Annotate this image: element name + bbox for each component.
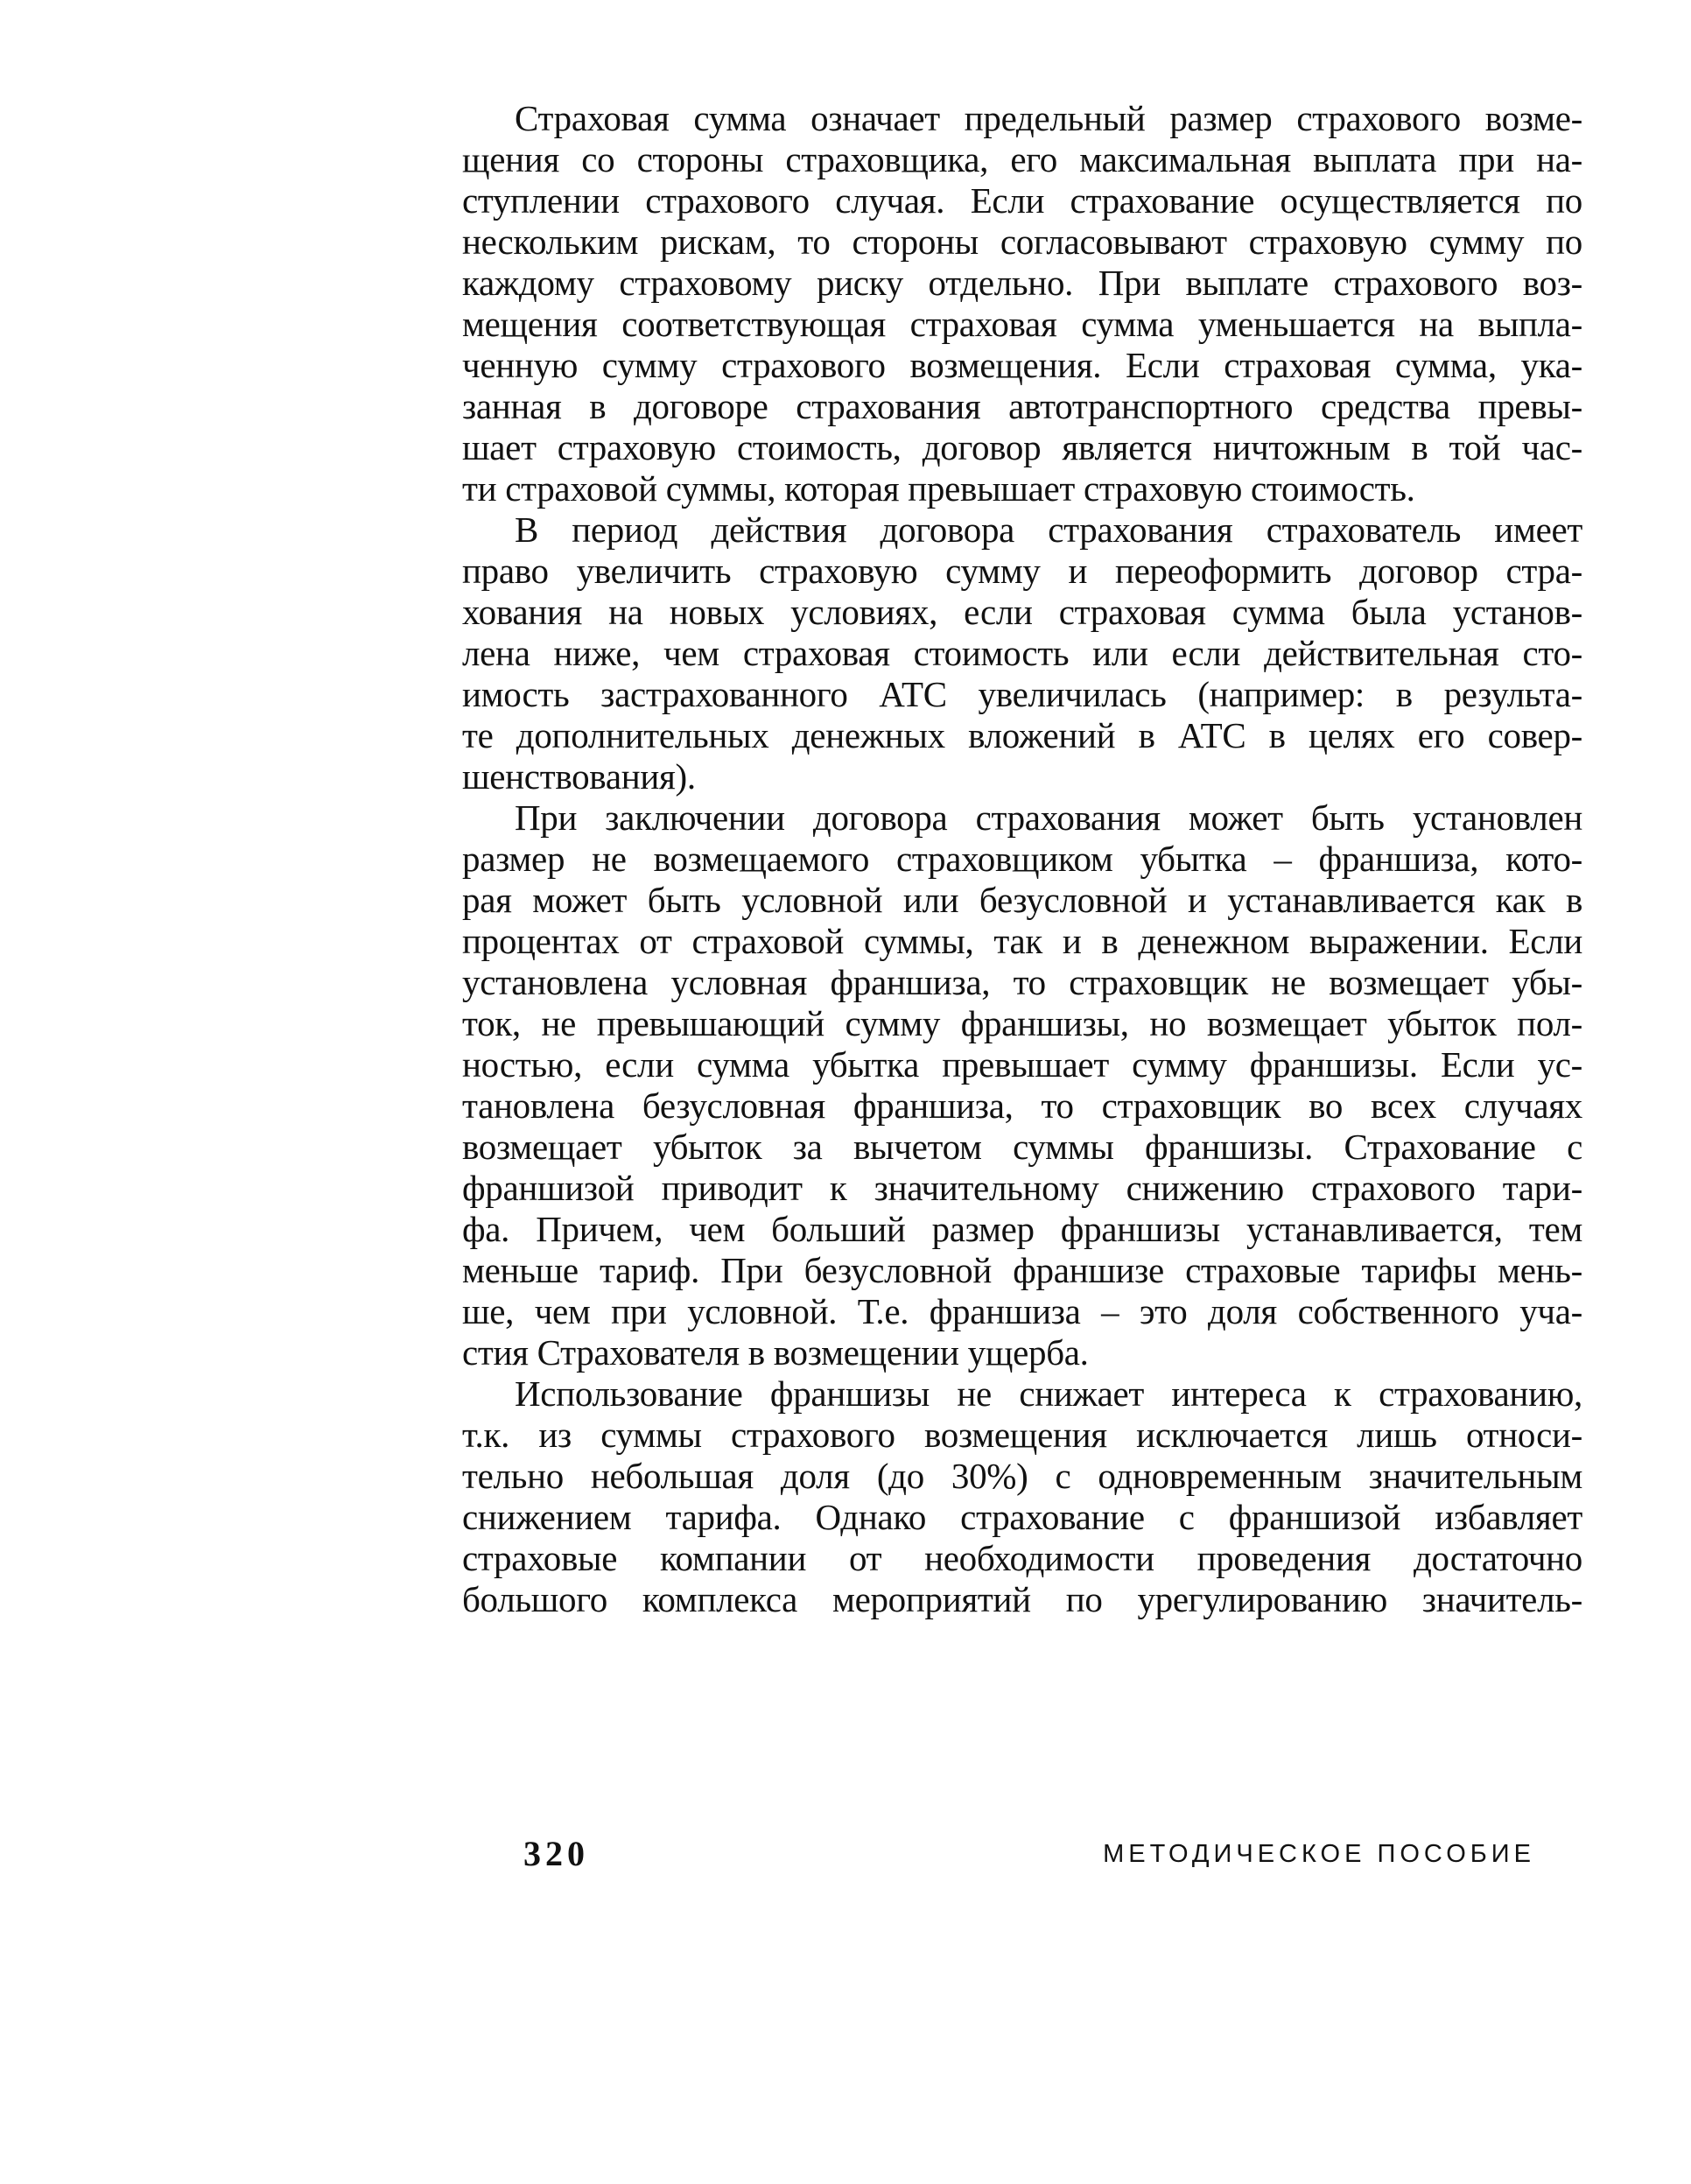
text-line: т.к. из суммы страхового возмещения исключается лишь относи- [462,1415,1582,1455]
text-line: ступлении страхового случая. Если страхование осуществляется по [462,180,1582,221]
text-line: В период действия договора страхования страхователь имеет [515,509,1582,550]
text-line: нескольким рискам, то стороны согласовывают страховую сумму по [462,221,1582,262]
text-line: возмещает убыток за вычетом суммы франшизы. Страхование с [462,1127,1582,1167]
text-line: меньше тариф. При безусловной франшизе страховые тарифы мень- [462,1250,1582,1290]
text-line: ченную сумму страхового возмещения. Если страховая сумма, ука- [462,345,1582,385]
text-line: шенствования). [462,756,696,797]
text-line: Использование франшизы не снижает интереса к страхованию, [515,1373,1582,1414]
text-line: рая может быть условной или безусловной и устанавливается как в [462,880,1582,920]
text-line: занная в договоре страхования автотранспортного средства превы- [462,386,1582,426]
body-text [462,98,1582,1620]
text-line: снижением тарифа. Однако страхование с франшизой избавляет [462,1497,1582,1537]
text-line: установлена условная франшиза, то страховщик не возмещает убы- [462,962,1582,1002]
text-line: мещения соответствующая страховая сумма уменьшается на выпла- [462,304,1582,344]
text-line: ностью, если сумма убытка превышает сумму франшизы. Если ус- [462,1044,1582,1085]
text-line: размер не возмещаемого страховщиком убытка – франшиза, кото- [462,839,1582,879]
text-line: процентах от страховой суммы, так и в денежном выражении. Если [462,921,1582,961]
text-line: лена ниже, чем страховая стоимость или если действительная сто- [462,633,1582,673]
text-line: При заключении договора страхования может быть установлен [515,797,1582,838]
text-line: каждому страховому риску отдельно. При выплате страхового воз- [462,263,1582,303]
text-line: ше, чем при условной. Т.е. франшиза – это доля собственного уча- [462,1291,1582,1331]
text-line: те дополнительных денежных вложений в АТС в целях его совер- [462,715,1582,755]
text-line: имость застрахованного АТС увеличилась (например: в результа- [462,674,1582,714]
text-line: хования на новых условиях, если страховая сумма была установ- [462,592,1582,632]
text-line: большого комплекса мероприятий по урегулированию значитель- [462,1579,1582,1619]
text-line: страховые компании от необходимости проведения достаточно [462,1538,1582,1578]
text-line: тановлена безусловная франшиза, то страховщик во всех случаях [462,1085,1582,1126]
page-number: 320 [523,1834,589,1873]
text-line: ти страховой суммы, которая превышает страховую стоимость. [462,468,1415,509]
text-line: право увеличить страховую сумму и переоформить договор стра- [462,551,1582,591]
text-line: шает страховую стоимость, договор является ничтожным в той час- [462,427,1582,467]
running-footer-title: МЕТОДИЧЕСКОЕ ПОСОБИЕ [1103,1840,1535,1868]
text-line: Страховая сумма означает предельный размер страхового возме- [515,98,1582,138]
text-line: стия Страхователя в возмещении ущерба. [462,1332,1089,1373]
text-line: франшизой приводит к значительному снижению страхового тари- [462,1168,1582,1208]
text-line: ток, не превышающий сумму франшизы, но возмещает убыток пол- [462,1003,1582,1043]
text-line: фа. Причем, чем больший размер франшизы устанавливается, тем [462,1209,1582,1249]
text-line: тельно небольшая доля (до 30%) с одновременным значительным [462,1456,1582,1496]
text-line: щения со стороны страховщика, его максимальная выплата при на- [462,139,1582,179]
